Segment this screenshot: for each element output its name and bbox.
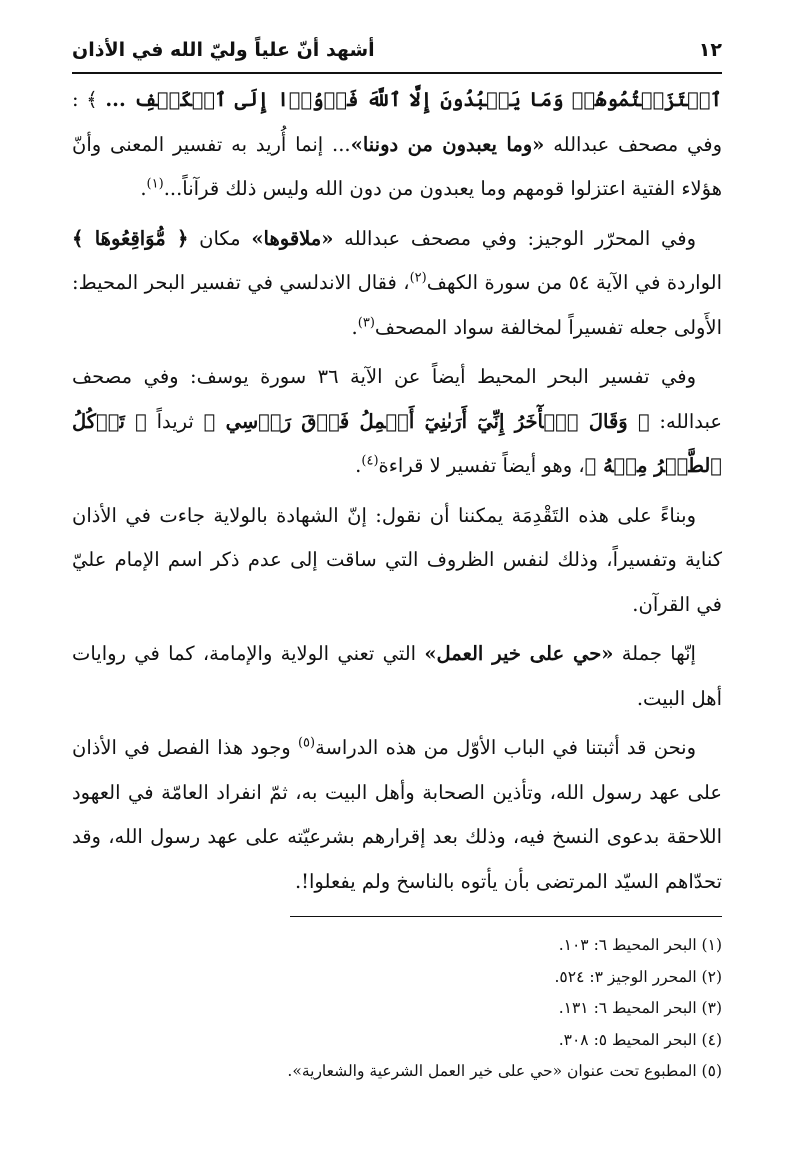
page-number: ١٢ — [698, 39, 722, 61]
body-text — [72, 78, 722, 909]
text-run: ﴾ : وفي مصحف عبدالله — [72, 88, 722, 156]
text-run: ... إنما أُريد به تفسير المعنى وأنّ هؤلاء الفتية اعتزلوا قومهم وما يعبدون من دون الله وليس ذلك قرآناً... — [72, 132, 722, 200]
quran-verse: ﴿ وَقَالَ ٱلۡأٓخَرُ إِنِّيٓ أَرَىٰنِيٓ أَحۡمِلُ فَوۡقَ رَأۡسِي ﴾ — [203, 409, 650, 433]
footnote-reference: (٥) — [297, 735, 316, 751]
paragraph — [72, 632, 722, 721]
quoted-phrase: «ملاقوها» — [251, 226, 334, 250]
text-run: ، وهو أيضاً تفسير لا قراءة — [378, 454, 585, 477]
paragraph — [72, 726, 722, 904]
page-header — [72, 28, 722, 74]
text-run: مكان — [188, 226, 252, 250]
footnote-reference: (٤) — [361, 453, 379, 469]
footnote: (٤) البحر المحيط ٥: ٣٠٨. — [558, 1030, 722, 1049]
footnotes — [72, 930, 722, 1088]
text-run: . — [140, 177, 147, 200]
running-title: أشهد أنّ علياً وليّ الله في الأذان — [72, 39, 375, 61]
footnote: (٢) المحرر الوجيز ٣: ٥٢٤. — [554, 967, 722, 986]
text-run: الواردة في الآية ٥٤ من سورة الكهف — [426, 271, 722, 294]
paragraph — [72, 217, 722, 351]
text-run: وفي تفسير البحر المحيط أيضاً عن الآية ٣٦ سورة يوسف: وفي مصحف عبدالله: — [72, 365, 723, 433]
quoted-phrase: «وما يعبدون من دوننا» — [350, 132, 545, 156]
footnote: (٥) المطبوع تحت عنوان «حي على خير العمل الشرعية والشعارية». — [287, 1062, 722, 1080]
footnote-divider — [290, 916, 722, 917]
quran-verse: ٱعۡتَزَلۡتُمُوهُمۡ وَمَا يَعۡبُدُونَ إِلَّا ٱللَّهَ فَأۡوُۥٓا إِلَى ٱلۡكَهۡفِ ... — [105, 88, 722, 111]
text-run: . — [351, 315, 358, 339]
footnote: (٣) البحر المحيط ٦: ١٣١. — [558, 999, 722, 1017]
text-run: وجود هذا الفصل في الأذان على عهد رسول الله، وتأذين الصحابة وأهل البيت به، ثمّ انفراد العامّة في العهود اللاحقة بدعوى النسخ فيه، وذلك بعد إقرارهم بشرعيّته على عهد رسول الله، وقد تحدّاهم السيّد المرتضى بأن يأتوه بالناسخ ولم يفعلوا!. — [72, 736, 722, 893]
footnote-reference: (٢) — [409, 270, 427, 286]
paragraph — [72, 355, 722, 489]
text-run: وبناءً على هذه التَقْدِمَة يمكننا أن نقول: إنّ الشهادة بالولاية جاءت في الأذان كناية وتفسيراً، وذلك لنفس الظروف التي ساقت إلى عدم ذكر اسم الإمام عليّ في القرآن. — [72, 503, 722, 616]
text-run: ونحن قد أثبتنا في الباب الأوّل من هذه الدراسة — [315, 736, 696, 759]
footnote-reference: (١) — [146, 176, 164, 192]
text-run: التي تعني الولاية والإمامة، كما في روايات أهل البيت. — [72, 642, 722, 710]
quoted-phrase: «حي على خير العمل» — [424, 642, 614, 665]
quran-verse: ﴿ تَأۡكُلُ ٱلطَّيۡرُ مِنۡهُ ﴾ — [72, 409, 722, 477]
footnote-reference: (٣) — [357, 315, 375, 330]
text-run: ثريداً — [146, 409, 204, 433]
footnote: (١) البحر المحيط ٦: ١٠٣. — [558, 936, 722, 954]
paragraph — [72, 78, 722, 212]
text-run: إنّها جملة — [613, 642, 696, 665]
quran-verse: ﴿ مُّوَاقِعُوهَا ﴾ — [72, 226, 189, 250]
text-run: ، فقال الاندلسي في تفسير البحر المحيط: الأَولى جعله تفسيراً لمخالفة سواد المصحف — [72, 271, 722, 339]
text-run: . — [355, 454, 362, 477]
paragraph — [72, 494, 722, 628]
text-run: وفي المحرّر الوجيز: وفي مصحف عبدالله — [333, 226, 696, 250]
